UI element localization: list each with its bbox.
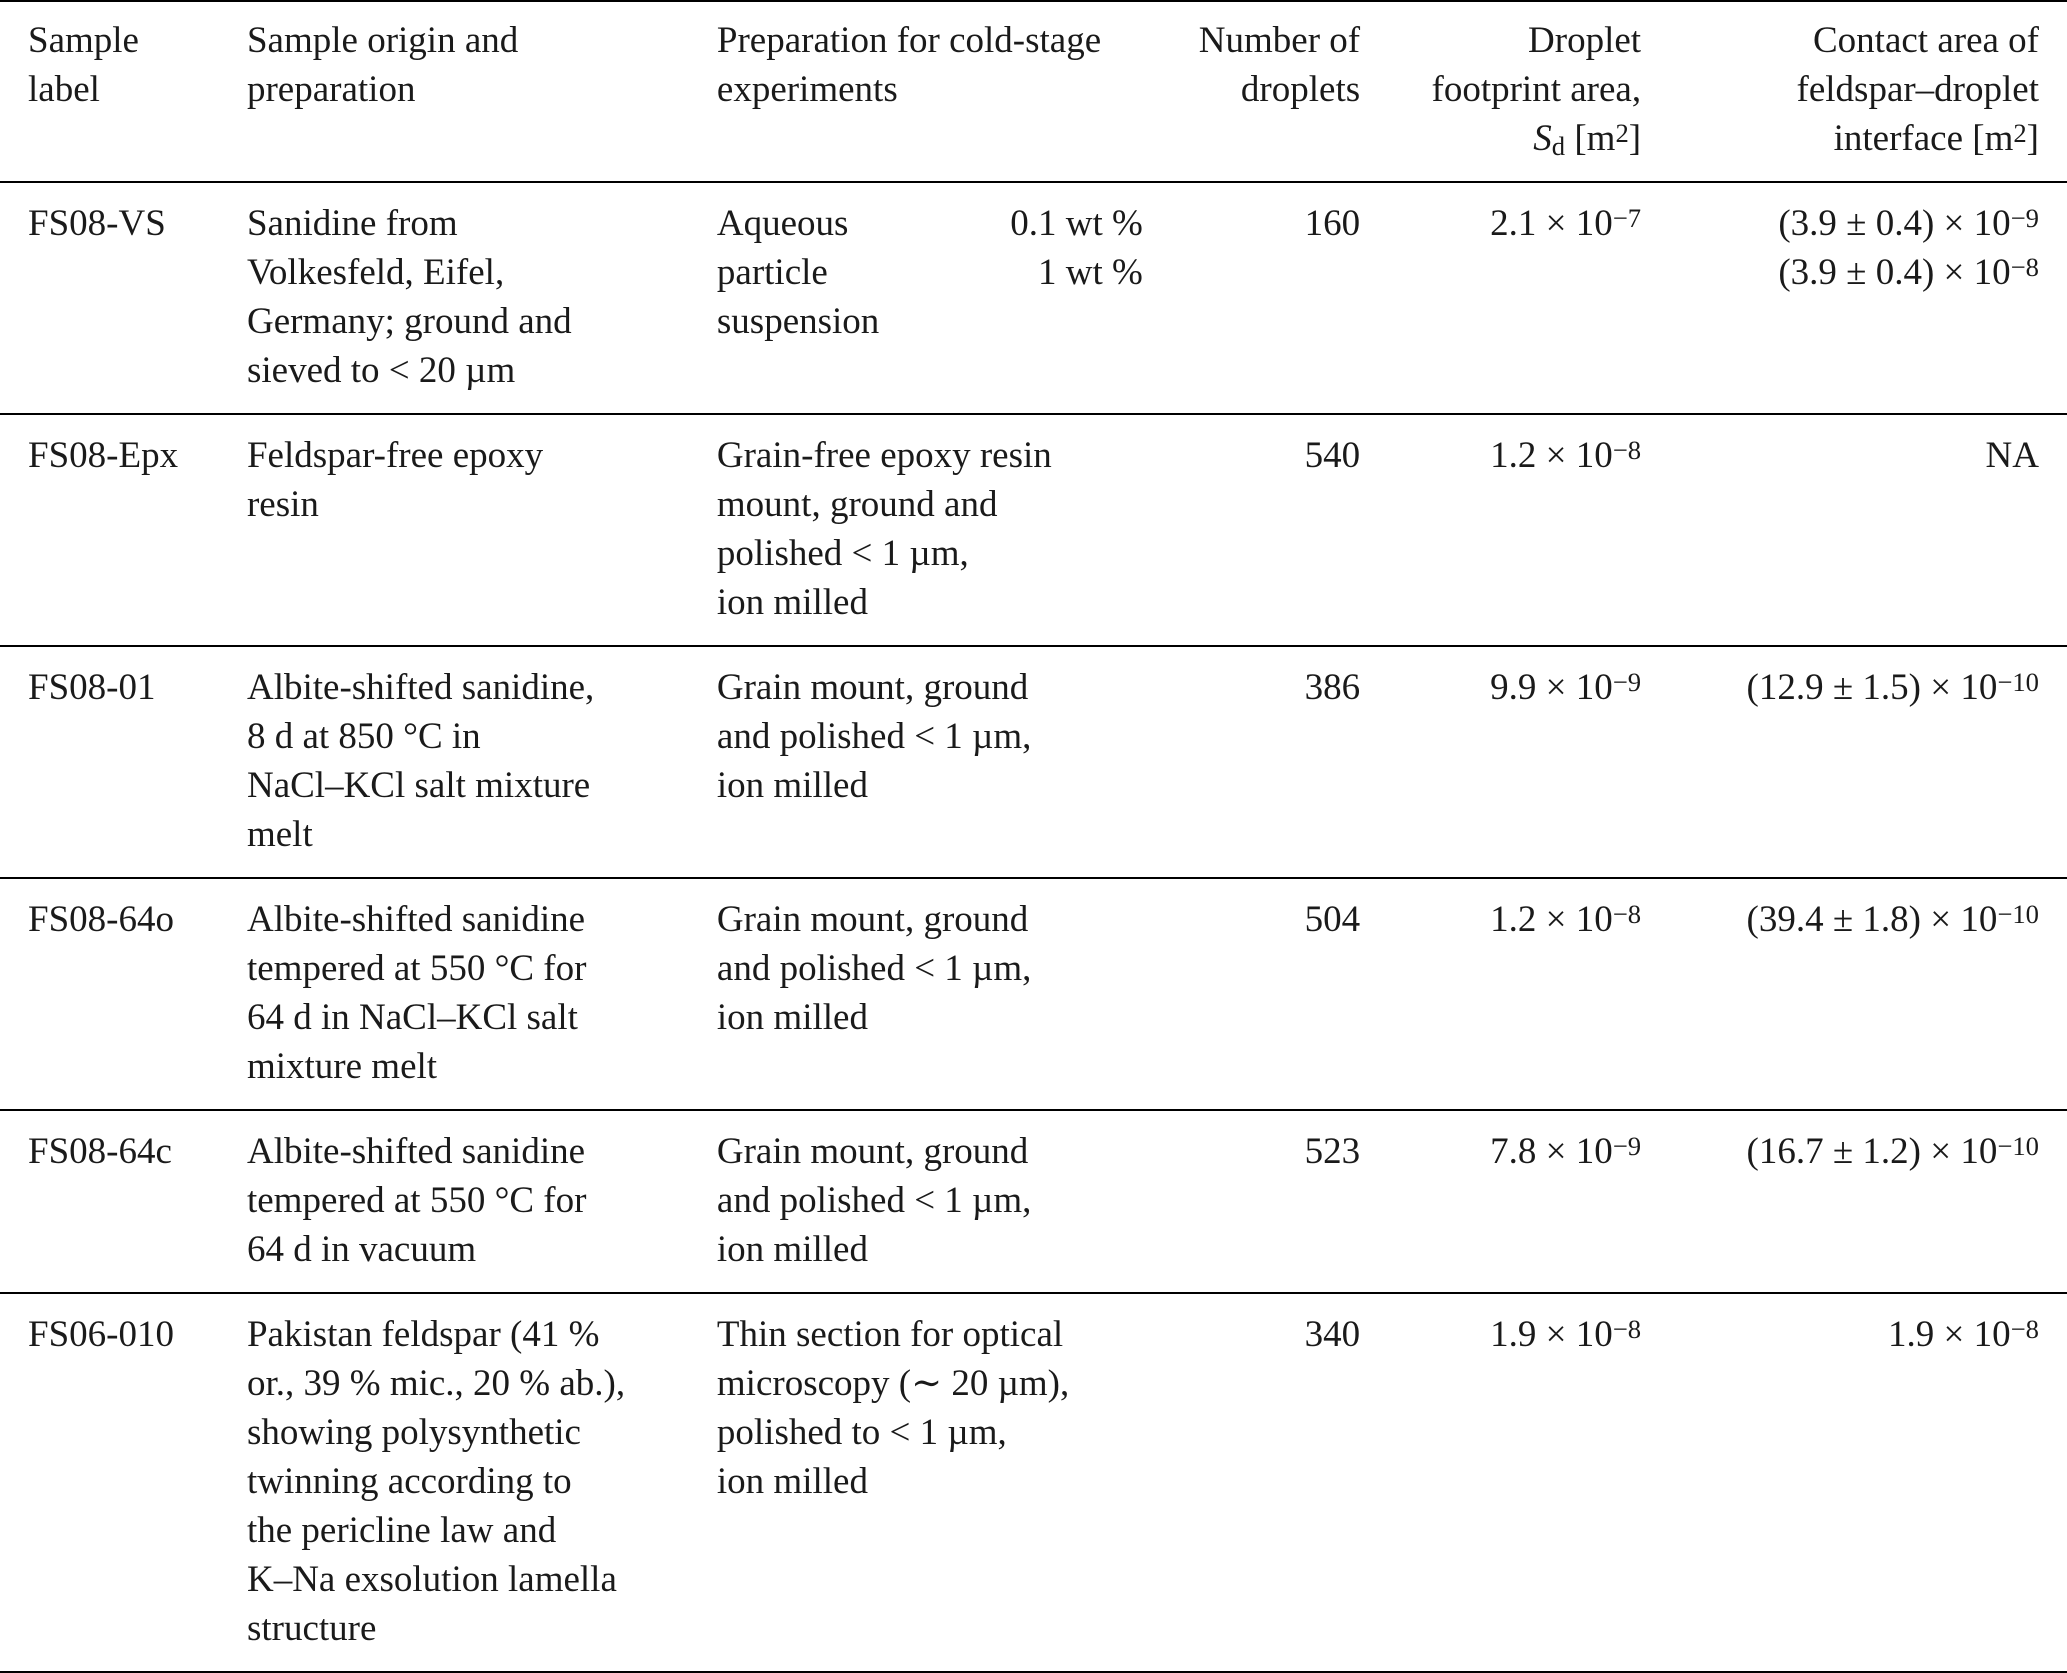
cell-droplet-footprint-area xyxy=(1388,182,1669,414)
sci-value: $(16.7 \pm 1.2) \times 10^{-10}$ xyxy=(1746,1131,2039,1172)
sci-value: $(39.4 \pm 1.8) \times 10^{-10}$ xyxy=(1746,899,2039,940)
cell-sample-origin: Pakistan feldspar (41 % or., 39 % mic., 20 % ab.), showing polysynthetic twinning according to the pericline law and K–Na exsolution lamella structure xyxy=(246,1314,626,1649)
header-number-of-droplets: Number of droplets xyxy=(1198,20,1361,110)
cell-preparation: Thin section for optical microscopy (∼ 20 µm), polished to < 1 µm, ion milled xyxy=(716,1314,1070,1502)
cell-number-of-droplets: 504 xyxy=(1304,899,1361,940)
cell-droplet-footprint-area xyxy=(1388,878,1669,1110)
cell-preparation: Grain mount, ground and polished < 1 µm, ion milled xyxy=(716,667,1032,806)
header-contact-unit: interface $[m^2]$ xyxy=(1833,118,2039,159)
cell-contact-area: NA xyxy=(1985,435,2039,476)
header-preparation: Preparation for cold-stage experiments xyxy=(716,20,1102,110)
cell-contact-area xyxy=(1669,182,2067,414)
cell-droplet-footprint-area xyxy=(1388,646,1669,878)
header-contact-area: Contact area of feldspar–droplet interface $[m^2]$ xyxy=(1669,1,2067,182)
sci-value: $1.2 \times 10^{-8}$ xyxy=(1490,435,1642,476)
cell-sample-origin: Albite-shifted sanidine tempered at 550 °C for 64 d in NaCl–KCl salt mixture melt xyxy=(246,899,587,1087)
cell-sample-origin: Albite-shifted sanidine tempered at 550 °C for 64 d in vacuum xyxy=(246,1131,587,1270)
sci-value: $9.9 \times 10^{-9}$ xyxy=(1490,667,1642,708)
cell-sample-label: FS08-64o xyxy=(28,899,174,940)
sci-value: $(12.9 \pm 1.5) \times 10^{-10}$ xyxy=(1746,667,2039,708)
cell-preparation: Grain-free epoxy resin mount, ground and polished < 1 µm, ion milled xyxy=(716,435,1052,623)
cell-number-of-droplets: 523 xyxy=(1304,1131,1361,1172)
header-droplet-footprint-area: Droplet footprint area, $S_d$ $[m^2]$ xyxy=(1388,1,1669,182)
header-sample-label: Sample label xyxy=(28,20,139,110)
header-footprint-unit: $S_d$ $[m^2]$ xyxy=(1533,118,1642,162)
cell-preparation xyxy=(689,182,1171,414)
cell-preparation: Grain mount, ground and polished < 1 µm, ion milled xyxy=(716,1131,1032,1270)
prep-method: Aqueous particle suspension xyxy=(716,203,880,342)
table-row xyxy=(0,414,2067,646)
cell-preparation: Grain mount, ground and polished < 1 µm, ion milled xyxy=(716,899,1032,1038)
header-row xyxy=(0,1,2067,182)
cell-number-of-droplets: 540 xyxy=(1304,435,1361,476)
cell-droplet-footprint-area xyxy=(1388,1110,1669,1293)
cell-number-of-droplets: 340 xyxy=(1304,1314,1361,1355)
cell-sample-label: FS08-Epx xyxy=(28,435,179,476)
sci-value: $1.9 \times 10^{-8}$ xyxy=(1888,1314,2039,1355)
cell-droplet-footprint-area xyxy=(1388,414,1669,646)
cell-sample-label: FS06-010 xyxy=(28,1314,174,1355)
cell-contact-area xyxy=(1669,1293,2067,1672)
sci-value: $(3.9 \pm 0.4) \times 10^{-8}$ xyxy=(1778,252,2039,293)
cell-droplet-footprint-area xyxy=(1388,1293,1669,1672)
cell-sample-origin: Sanidine from Volkesfeld, Eifel, Germany; ground and sieved to < 20 µm xyxy=(246,203,572,391)
cell-sample-label: FS08-01 xyxy=(28,667,156,708)
cell-number-of-droplets: 160 xyxy=(1304,203,1361,244)
sci-value: $1.2 \times 10^{-8}$ xyxy=(1490,899,1642,940)
header-sample-origin: Sample origin and preparation xyxy=(246,20,519,110)
cell-contact-area xyxy=(1669,646,2067,878)
table-row xyxy=(0,1293,2067,1672)
cell-contact-area xyxy=(1669,1110,2067,1293)
table-row xyxy=(0,182,2067,414)
sci-value: $2.1 \times 10^{-7}$ xyxy=(1490,203,1642,244)
table-body xyxy=(0,182,2067,1672)
prep-concentration: 0.1 wt % 1 wt % xyxy=(1010,203,1143,293)
table-row xyxy=(0,646,2067,878)
cell-sample-label: FS08-VS xyxy=(28,203,166,244)
cell-contact-area xyxy=(1669,878,2067,1110)
cell-sample-origin: Feldspar-free epoxy resin xyxy=(246,435,544,525)
sci-value: $1.9 \times 10^{-8}$ xyxy=(1490,1314,1642,1355)
cell-sample-label: FS08-64c xyxy=(28,1131,172,1172)
sci-value: $(3.9 \pm 0.4) \times 10^{-9}$ xyxy=(1778,203,2039,244)
cell-number-of-droplets: 386 xyxy=(1304,667,1361,708)
cell-sample-origin: Albite-shifted sanidine, 8 d at 850 °C in NaCl–KCl salt mixture melt xyxy=(246,667,595,855)
table-row xyxy=(0,1110,2067,1293)
prep-split xyxy=(717,199,1143,346)
sci-value: $7.8 \times 10^{-9}$ xyxy=(1490,1131,1642,1172)
table-row xyxy=(0,878,2067,1110)
